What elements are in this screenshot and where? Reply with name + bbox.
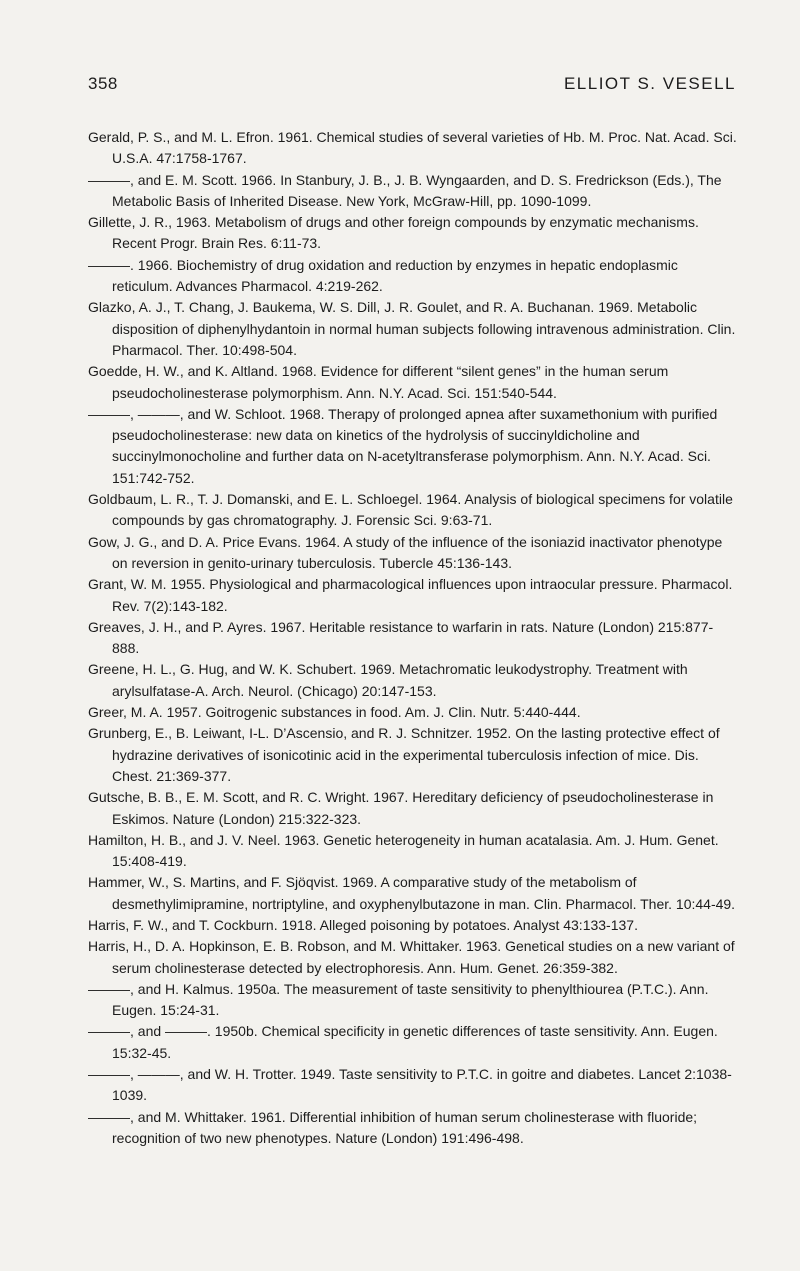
reference-entry: Gutsche, B. B., E. M. Scott, and R. C. Wright. 1967. Hereditary deficiency of pseudocholinesterase in Eskimos. Nature (London) 215:322-323. (88, 789, 718, 827)
reference-entry: Harris, H., D. A. Hopkinson, E. B. Robson, and M. Whittaker. 1963. Genetical studies on a new variant of serum cholinesterase detected by electrophoresis. Ann. Hum. Genet. 26:359-382. (88, 938, 739, 976)
running-header (88, 74, 736, 94)
reference-entry: ———, and ———. 1950b. Chemical specificity in genetic differences of taste sensitivity. Ann. Eugen. 15:32-45. (88, 1023, 722, 1061)
reference-entry: ———, and H. Kalmus. 1950a. The measurement of taste sensitivity to phenylthiourea (P.T.C.). Ann. Eugen. 15:24-31. (88, 980, 713, 1019)
reference-entry: Glazko, A. J., T. Chang, J. Baukema, W. S. Dill, J. R. Goulet, and R. A. Buchanan. 1969. Metabolic disposition of diphenylhydantoin in normal human subjects following intravenous administration. Clin. Pharmacol. Ther. 10:498-504. (88, 299, 740, 358)
running-head-author: ELLIOT S. VESELL (563, 74, 736, 93)
reference-entry: Greaves, J. H., and P. Ayres. 1967. Heritable resistance to warfarin in rats. Nature (London) 215:877-888. (88, 618, 714, 657)
reference-entry: Hammer, W., S. Martins, and F. Sjöqvist. 1969. A comparative study of the metabolism of desmethylimipramine, nortriptyline, and oxyphenylbutazone in man. Clin. Pharmacol. Ther. 10:44-49. (88, 874, 736, 912)
reference-entry: ———, ———, and W. H. Trotter. 1949. Taste sensitivity to P.T.C. in goitre and diabetes. Lancet 2:1038-1039. (88, 1066, 732, 1104)
reference-entry: Goedde, H. W., and K. Altland. 1968. Evidence for different “silent genes” in the human serum pseudocholinesterase polymorphism. Ann. N.Y. Acad. Sci. 151:540-544. (88, 363, 673, 401)
reference-entry: Gillette, J. R., 1963. Metabolism of drugs and other foreign compounds by enzymatic mechanisms. Recent Progr. Brain Res. 6:11-73. (88, 214, 703, 252)
reference-entry: Greene, H. L., G. Hug, and W. K. Schubert. 1969. Metachromatic leukodystrophy. Treatment with arylsulfatase-A. Arch. Neurol. (Chicago) 20:147-153. (88, 661, 692, 699)
reference-entry: Gow, J. G., and D. A. Price Evans. 1964. A study of the influence of the isoniazid inactivator phenotype on reversion in genito-urinary tuberculosis. Tubercle 45:136-143. (88, 533, 727, 571)
reference-entry: ———, and M. Whittaker. 1961. Differential inhibition of human serum cholinesterase with fluoride; recognition of two new phenotypes. Nature (London) 191:496-498. (88, 1108, 701, 1146)
reference-entry: ———, ———, and W. Schloot. 1968. Therapy of prolonged apnea after suxamethonium with purified pseudocholinesterase: new data on kinetics of the hydrolysis of succinyldicholine and succinylmonocholine and further data on N-acetyltransferase polymorphism. Ann. N.Y. Acad. Sci. 151:742-752. (88, 405, 722, 486)
reference-list (88, 127, 741, 1149)
reference-entry: Harris, F. W., and T. Cockburn. 1918. Alleged poisoning by potatoes. Analyst 43:133-137. (88, 916, 638, 933)
reference-entry: Grant, W. M. 1955. Physiological and pharmacological influences upon intraocular pressure. Pharmacol. Rev. 7(2):143-182. (88, 576, 737, 614)
reference-entry: Hamilton, H. B., and J. V. Neel. 1963. Genetic heterogeneity in human acatalasia. Am. J. Hum. Genet. 15:408-419. (88, 831, 723, 870)
reference-entry: Gerald, P. S., and M. L. Efron. 1961. Chemical studies of several varieties of Hb. M. Proc. Nat. Acad. Sci. U.S.A. 47:1758-1767. (88, 129, 741, 167)
reference-entry: Grunberg, E., B. Leiwant, I-L. D’Ascensio, and R. J. Schnitzer. 1952. On the lasting protective effect of hydrazine derivatives of isonicotinic acid in the experimental tuberculosis infection of mice. Dis. Chest. 21:369-377. (88, 725, 724, 784)
reference-entry: ———. 1966. Biochemistry of drug oxidation and reduction by enzymes in hepatic endoplasmic reticulum. Advances Pharmacol. 4:219-262. (88, 256, 682, 295)
reference-entry: Goldbaum, L. R., T. J. Domanski, and E. L. Schloegel. 1964. Analysis of biological specimens for volatile compounds by gas chromatography. J. Forensic Sci. 9:63-71. (88, 491, 737, 529)
page-number: 358 (88, 74, 118, 93)
reference-entry: Greer, M. A. 1957. Goitrogenic substances in food. Am. J. Clin. Nutr. 5:440-444. (88, 704, 581, 721)
reference-entry: ———, and E. M. Scott. 1966. In Stanbury, J. B., J. B. Wyngaarden, and D. S. Fredrickson (Eds.), The Metabolic Basis of Inherited Disease. New York, McGraw-Hill, pp. 1090-1099. (88, 171, 726, 209)
